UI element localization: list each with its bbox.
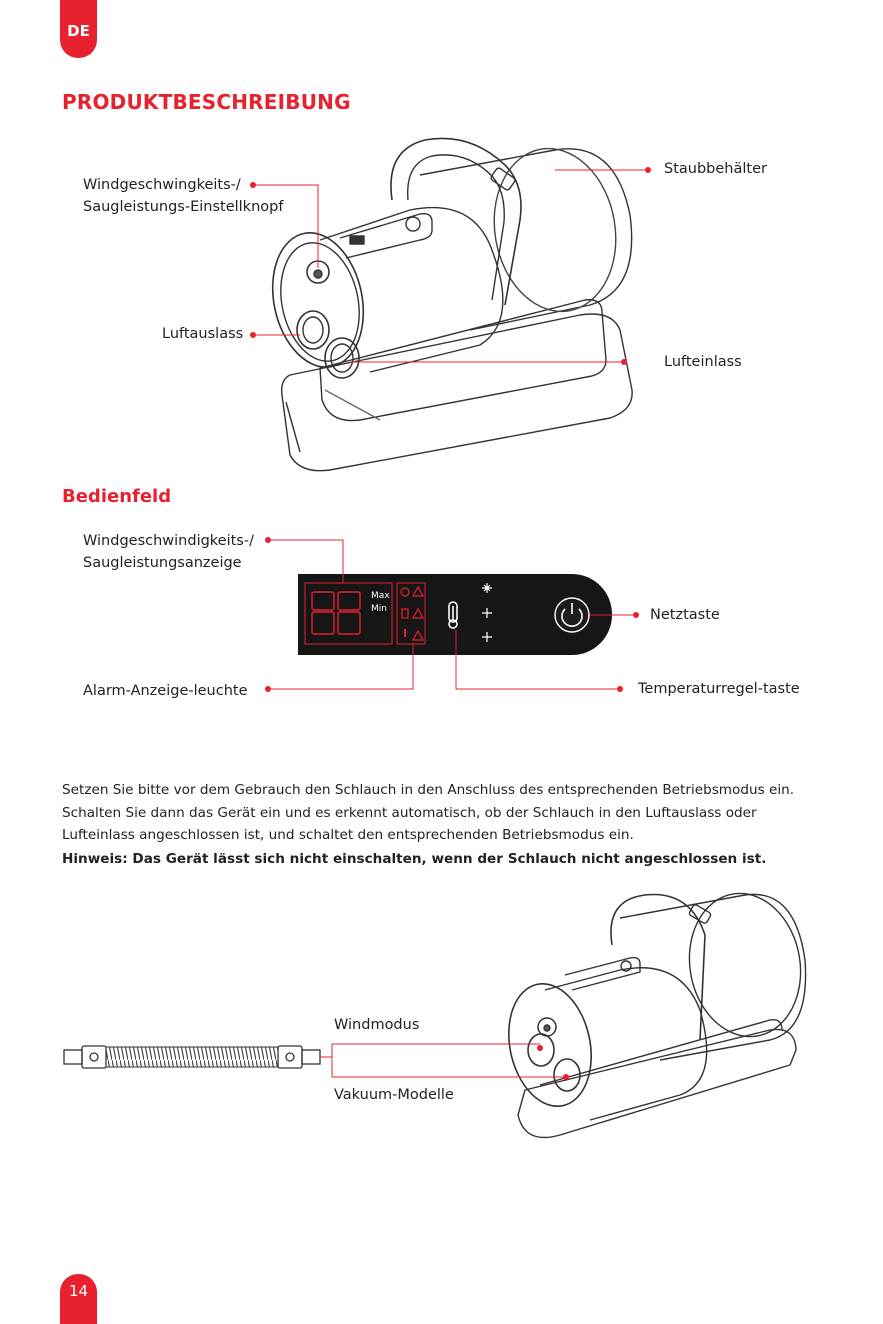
instruction-paragraph: Setzen Sie bitte vor dem Gebrauch den Schlauch in den Anschluss des entsprechenden Betriebsmodus ein. Schalten Sie dann das Gerät ein und es erkennt automatisch, ob der Schlauch in den Luftauslass oder Lufteinlass angeschlossen ist, und schaltet den entsprechenden Betriebsmodus ein.: [62, 782, 795, 843]
label-speed-display-line1: Windgeschwindigkeits-/: [83, 533, 254, 549]
page-number: 14: [60, 1274, 97, 1324]
label-alarm-light: Alarm-Anzeige-leuchte: [83, 683, 248, 699]
display-min-label: Min: [371, 604, 387, 614]
label-wind-knob-line2: Saugleistungs-Einstellknopf: [83, 199, 284, 215]
label-air-inlet: Lufteinlass: [664, 354, 742, 370]
language-tab: DE: [60, 0, 97, 58]
label-power-button: Netztaste: [650, 607, 720, 623]
label-air-outlet: Luftauslass: [162, 326, 244, 342]
section-title-control-panel: Bedienfeld: [62, 486, 172, 507]
instruction-note: Hinweis: Das Gerät lässt sich nicht einschalten, wenn der Schlauch nicht angeschlossen ist.: [62, 851, 767, 867]
label-vacuum-mode: Vakuum-Modelle: [334, 1087, 454, 1103]
label-temperature-button: Temperaturregel-taste: [638, 681, 800, 697]
label-dust-container: Staubbehälter: [664, 161, 767, 177]
page-title: PRODUKTBESCHREIBUNG: [62, 90, 351, 114]
label-wind-mode: Windmodus: [334, 1017, 420, 1033]
label-wind-knob-line1: Windgeschwingkeits-/: [83, 177, 241, 193]
label-speed-display-line2: Saugleistungsanzeige: [83, 555, 242, 571]
display-max-label: Max: [371, 591, 390, 601]
